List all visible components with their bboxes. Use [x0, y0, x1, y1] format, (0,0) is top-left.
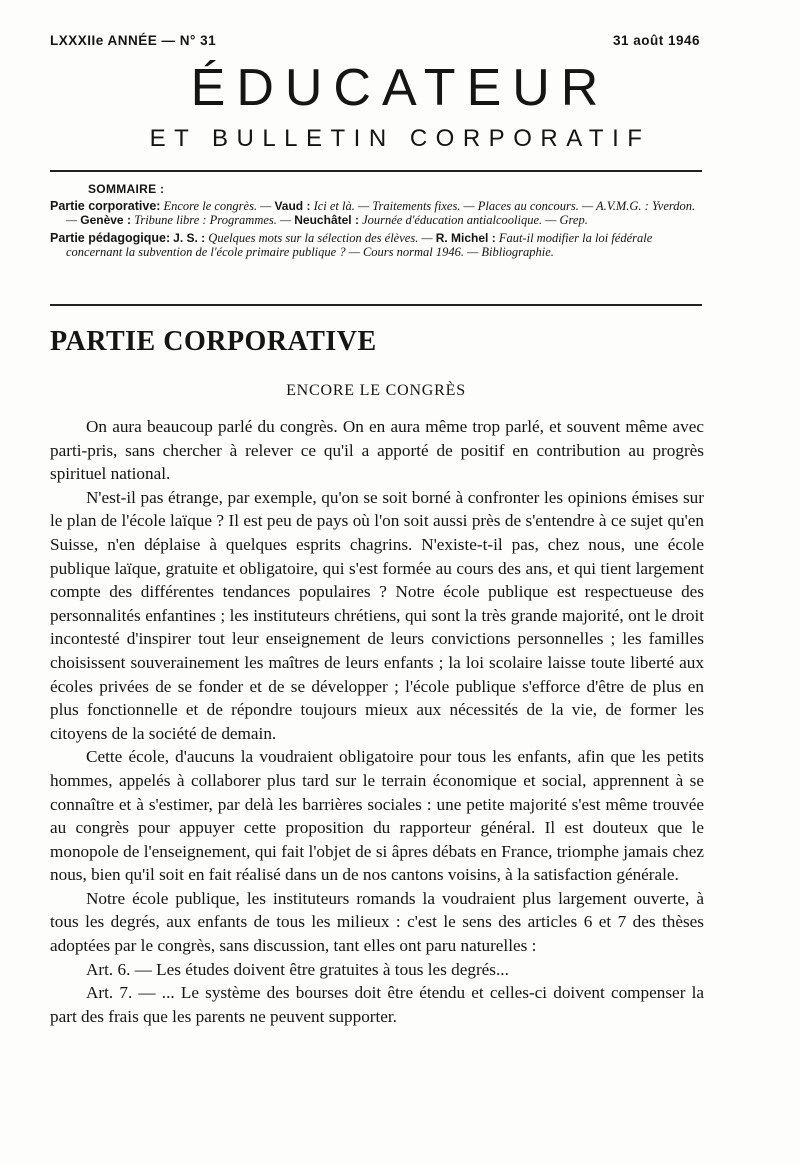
summary-divider	[50, 304, 702, 306]
summary-label: SOMMAIRE :	[88, 182, 165, 196]
summary-corporative-label: Partie corporative:	[50, 198, 161, 213]
masthead-title: ÉDUCATEUR	[190, 59, 610, 117]
table-of-contents	[50, 182, 702, 263]
article-body	[50, 415, 704, 1028]
summary-pedagogique: Partie pédagogique: J. S. : Quelques mots sur la sélection des élèves. — R. Michel : Faut-il modifier la loi fédérale concernant la subvention de l'école primaire publique ? — Cours normal 1946. — Bibliographie.	[50, 230, 653, 260]
summary-corporative: Partie corporative: Encore le congrès. — Vaud : Ici et là. — Traitements fixes. — Places au concours. — A.V.M.G. : Yverdon. — Genève : Tribune libre : Programmes. — Neuchâtel : Journée d'éducation antialcoolique. — Grep.	[50, 198, 696, 228]
paragraph: On aura beaucoup parlé du congrès. On en aura même trop parlé, et souvent même avec parti-pris, sans chercher à relever ce qu'il a apporté de positif en contribution au progrès spirituel national.	[50, 417, 704, 484]
paragraph: Cette école, d'aucuns la voudraient obligatoire pour tous les enfants, afin que les petits hommes, appelés à collaborer plus tard sur le terrain économique et social, apprennent à se connaître et à s'estimer, par delà les barrières sociales : une petite majorité s'est même trouvée au congrès pour appuyer cette proposition du rapporteur général. Il est douteux que le monopole de l'enseignement, qui fait l'objet de si âpres débats en France, triomphe jamais chez nous, bien qu'il soit en fait réalisé dans un de nos cantons voisins, à la satisfaction générale.	[50, 747, 704, 885]
section-title: PARTIE CORPORATIVE	[50, 326, 377, 357]
masthead-subtitle: ET BULLETIN CORPORATIF	[149, 125, 651, 152]
article-title: ENCORE LE CONGRÈS	[286, 382, 466, 399]
paragraph: Notre école publique, les instituteurs romands la voudraient plus largement ouverte, à tous les degrés, aux enfants de tous les milieux : c'est le sens des articles 6 et 7 des thèses adoptées par le congrès, sans discussion, tant elles ont paru naturelles :	[50, 888, 704, 956]
issue-date: 31 août 1946	[612, 33, 700, 48]
summary-pedagogique-label: Partie pédagogique:	[50, 230, 171, 245]
paragraph: N'est-il pas étrange, par exemple, qu'on se soit borné à confronter les opinions émises sur le plan de l'école laïque ? Il est peu de pays où l'on soit aussi près de s'entendre à ce sujet qu'en Suisse, n'en déplaise à quelques esprits chagrins. N'existe-t-il pas, chez nous, une école publique laïque, gratuite et obligatoire, qui s'est formée au cours des ans, et qui tient largement compte des différentes tendances populaires ? Notre école publique est respectueuse des personnalités enfantines ; les instituteurs chrétiens, qui sont la très grande majorité, ont le droit incontesté d'inspirer tout leur enseignement de leurs convictions personnelles ; les familles choisissent souverainement les maîtres de leurs enfants ; la loi scolaire laisse toute liberté aux écoles privées de se fonder et de se développer ; l'école publique s'efforce d'être de plus en plus fonctionnelle et de répondre toujours mieux aux nécessités de la vie, de former les citoyens de la société de demain.	[50, 487, 704, 743]
issue-number: LXXXIIe ANNÉE — N° 31	[50, 33, 217, 48]
top-divider	[50, 170, 702, 172]
paragraph: Art. 6. — Les études doivent être gratuites à tous les degrés...	[86, 959, 509, 979]
paragraph: Art. 7. — ... Le système des bourses doit être étendu et celles-ci doivent compenser la part des frais que les parents ne peuvent supporter.	[50, 983, 704, 1026]
